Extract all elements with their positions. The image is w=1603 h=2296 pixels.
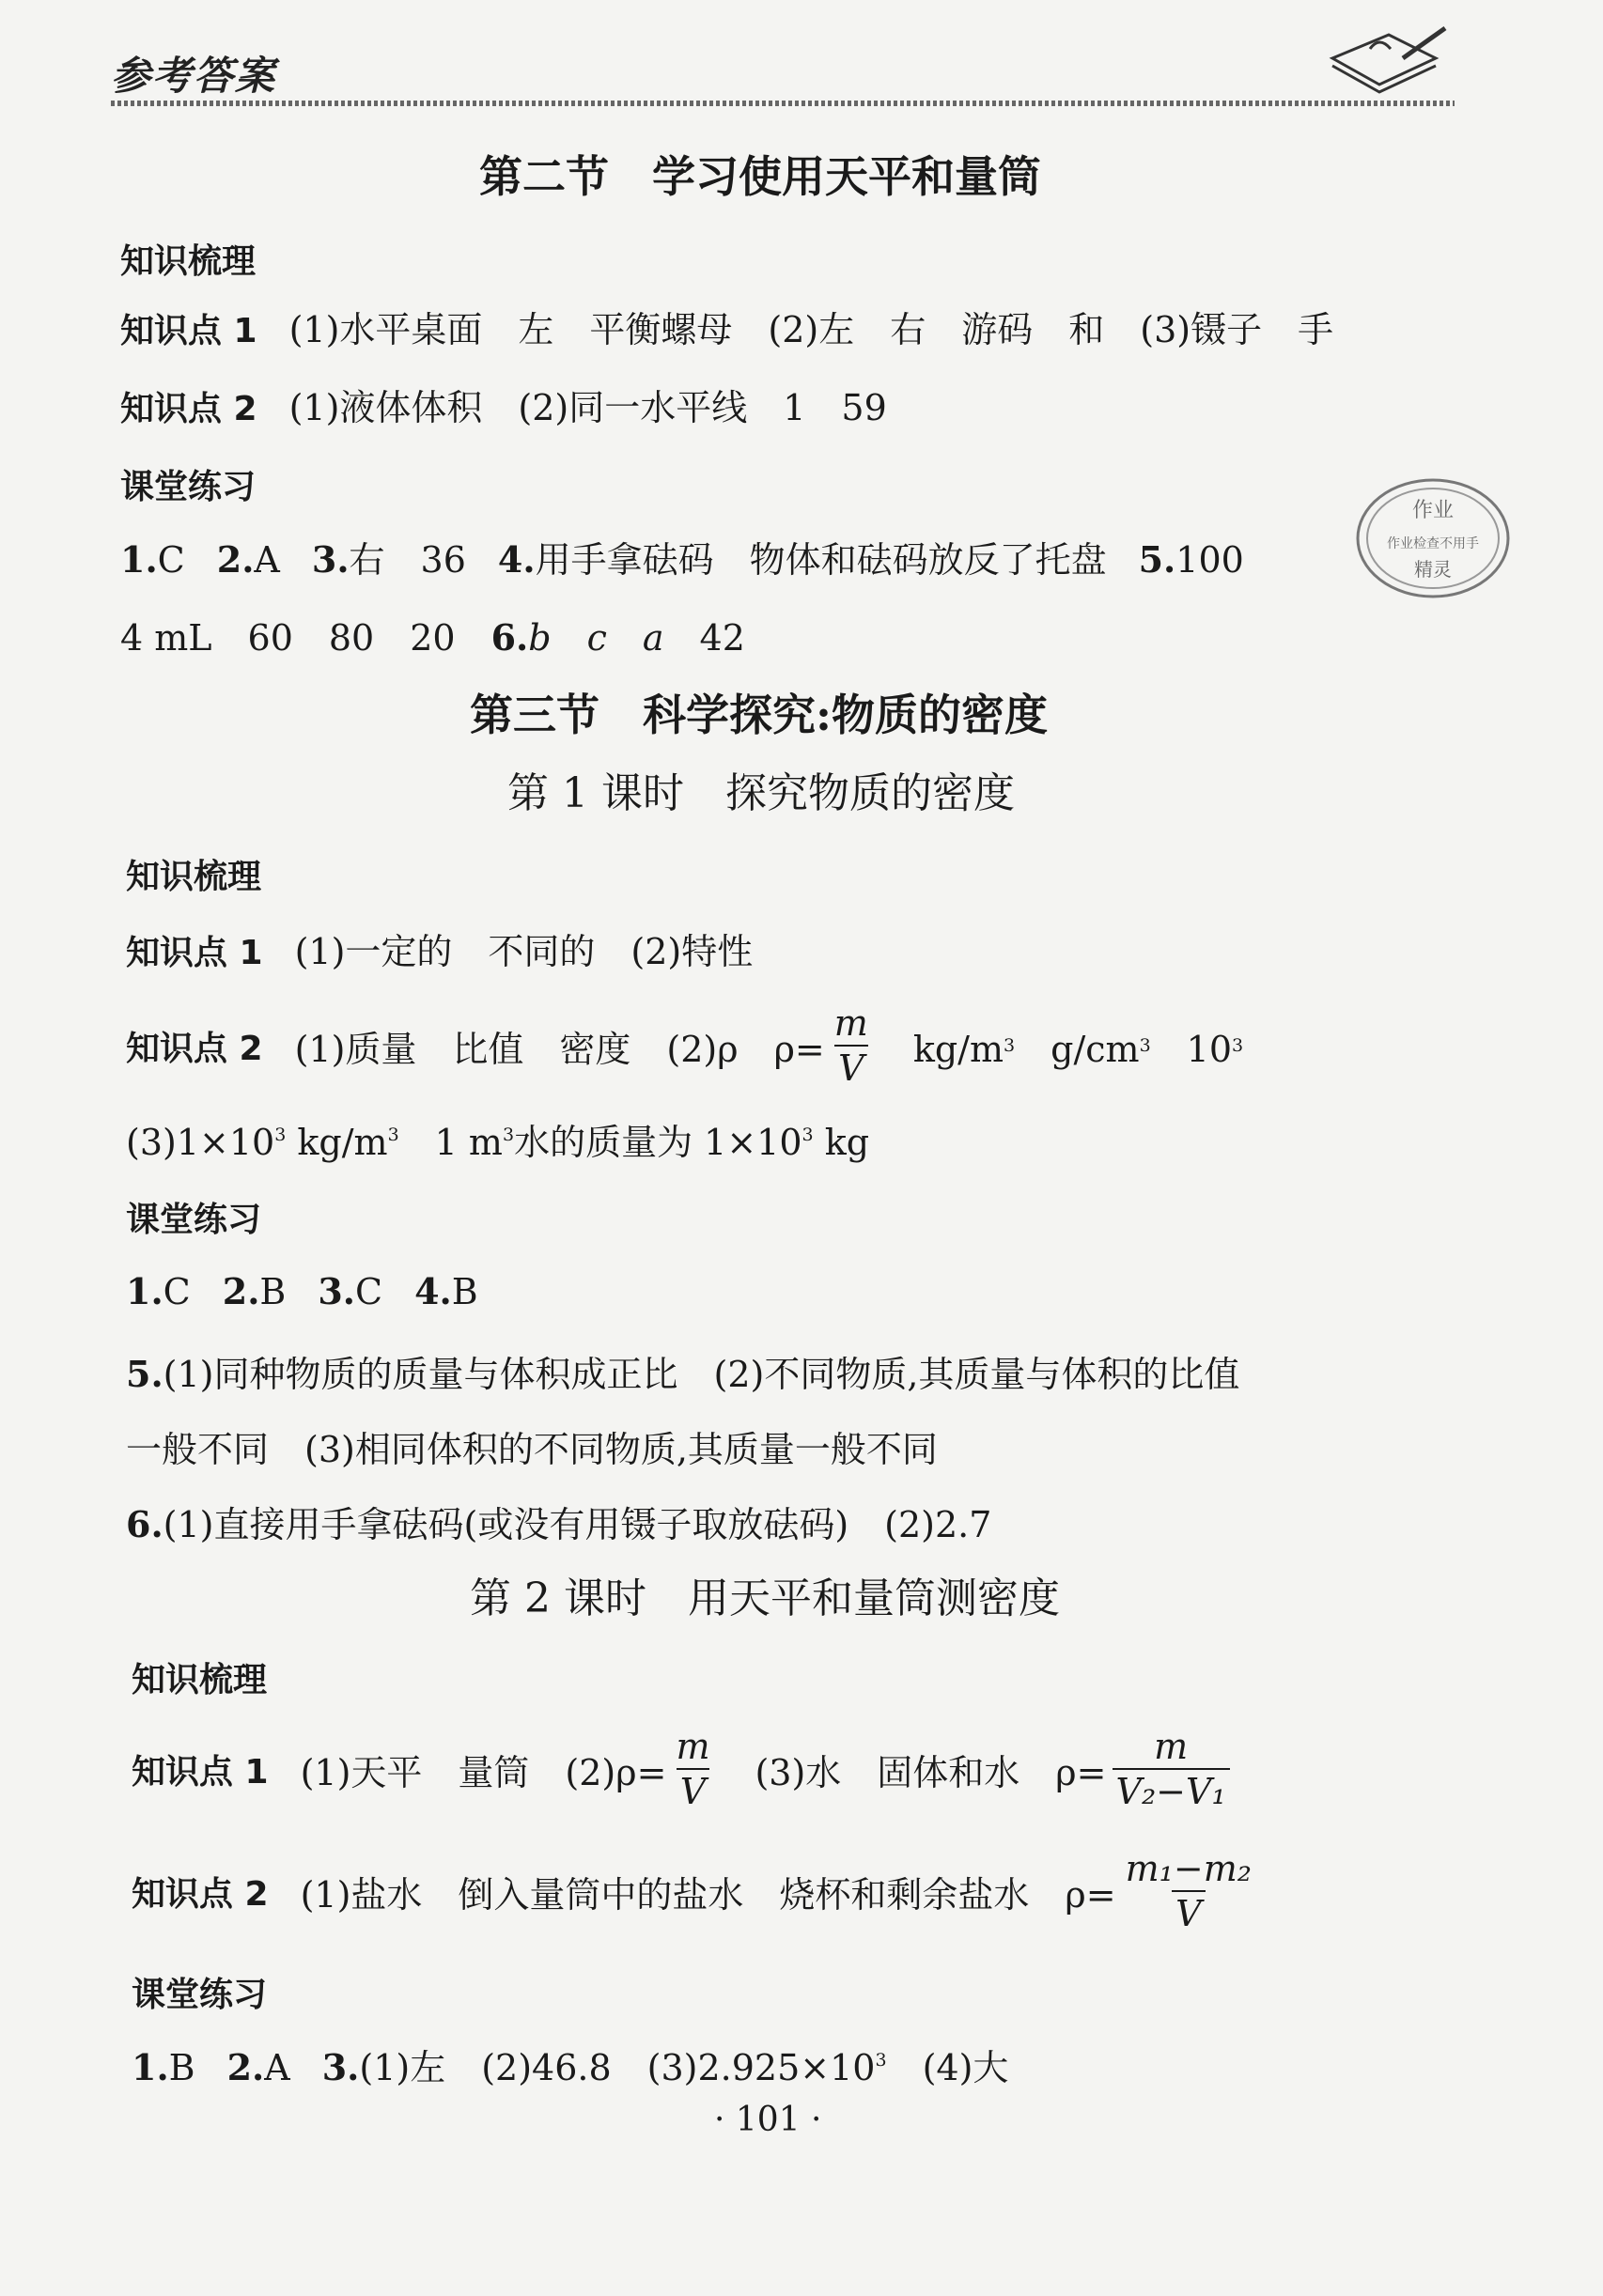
answer: b c a: [528, 617, 664, 659]
header-rule: [111, 98, 1455, 109]
answer: 42: [663, 617, 745, 659]
unit: 10: [1150, 1028, 1233, 1070]
answers-line-1: [120, 531, 1244, 582]
page-number: · 101 ·: [714, 2101, 822, 2139]
kp-text: (1)一定的 不同的 (2)特性: [294, 931, 754, 972]
kp-text: (1)液体体积 (2)同一水平线 1 59: [288, 387, 887, 428]
answers-1-4: 1.C 2.B 3.C 4.B: [126, 1270, 478, 1312]
subheading-practice: 课堂练习: [120, 467, 257, 506]
svg-text:作业检查不用手: 作业检查不用手: [1387, 536, 1479, 551]
knowledge-point-2: 知识点 2 (1)盐水 倒入量筒中的盐水 烧杯和剩余盐水 ρ= $\frac{\text{m₁−m₂}}{V}$: [132, 1851, 1261, 1931]
knowledge-point-2: 知识点 2 (1)质量 比值 密度 (2)ρ ρ= $\frac{m}{V}$ kg/m 3 g/cm 3 10 3: [126, 1002, 1244, 1089]
knowledge-point-1: [120, 301, 1333, 352]
lesson-title: 第 2 课时 用天平和量筒测密度: [470, 1575, 1060, 1622]
answers-line-2: [120, 609, 745, 660]
density-fraction: $\frac{\text{m₁−m₂}}{V}$: [1125, 1848, 1252, 1934]
unit: g/cm: [1015, 1028, 1140, 1070]
answer: A: [254, 539, 280, 581]
answers-line: 1.B 2.A 3.(1)左 (2)46.8 $(3)2.925\times 10^3$ (4)大: [132, 2046, 1009, 2088]
answer-5: 5.(1)同种物质的质量与体积成正比 (2)不同物质,其质量与体积的比值: [126, 1353, 1240, 1395]
kp-label: 知识点 1: [126, 934, 263, 972]
subheading-knowledge: 知识梳理: [120, 241, 257, 281]
density-fraction: $\frac{m}{V}$: [833, 1002, 868, 1089]
answer-6: 6.(1)直接用手拿砝码(或没有用镊子取放砝码) (2)2.7: [126, 1503, 992, 1545]
answer: 100: [1175, 539, 1244, 581]
knowledge-point-1: [126, 923, 753, 974]
section-title: 第三节 科学探究:物质的密度: [470, 690, 1048, 740]
kp-text: (1)水平桌面 左 平衡螺母 (2)左 右 游码 和 (3)镊子 手: [288, 309, 1334, 350]
q-number: 3.: [311, 538, 350, 581]
subheading-practice: 课堂练习: [132, 1975, 268, 2014]
notebook-pencil-icon: [1314, 21, 1455, 96]
header-title: 参考答案: [111, 53, 277, 99]
density-fraction: $\frac{m}{V}$: [676, 1726, 710, 1812]
svg-text:作业: 作业: [1411, 499, 1455, 522]
q-number: 2.: [216, 538, 255, 581]
knowledge-point-2: [120, 379, 887, 430]
q-number: 6.: [490, 616, 529, 659]
q-number: 5.: [1138, 538, 1176, 581]
answer: 用手拿砝码 物体和砝码放反了托盘: [535, 539, 1107, 581]
knowledge-point-1: 知识点 1 (1)天平 量筒 (2)ρ= $\frac{m}{V}$ (3)水 固体和水 ρ= $\frac{m}{\text{V₂−V₁}}$: [132, 1729, 1236, 1809]
q-number: 1.: [120, 538, 158, 581]
subheading-practice: 课堂练习: [126, 1200, 262, 1239]
answer-5-cont: 一般不同 (3)相同体积的不同物质,其质量一般不同: [126, 1429, 938, 1470]
density-fraction: $\frac{m}{\text{V₂−V₁}}$: [1113, 1729, 1230, 1809]
answer: 右 36: [349, 539, 466, 581]
q-number: 4.: [497, 538, 536, 581]
answer: C: [157, 539, 185, 581]
subheading-knowledge: 知识梳理: [132, 1660, 268, 1699]
svg-text:精灵: 精灵: [1414, 558, 1452, 581]
answer: 4 mL 60 80 20: [120, 617, 491, 659]
homework-stamp-logo: [1353, 474, 1513, 601]
section-title: 第二节 学习使用天平和量筒: [479, 151, 1041, 202]
kp-label: 知识点 1: [120, 312, 257, 350]
kp-label: 知识点 2: [126, 1029, 263, 1068]
subheading-knowledge: 知识梳理: [126, 857, 262, 896]
knowledge-point-2-cont: $(3)1\times 10^3$ $kg/m^3$ 1 $m^3$水的质量为 $1\times 10^3$ kg: [126, 1122, 870, 1163]
unit: kg/m: [877, 1028, 1004, 1070]
kp-text: (1)质量 比值 密度 (2)ρ ρ=: [294, 1028, 825, 1070]
kp-label: 知识点 2: [120, 390, 257, 428]
lesson-title: 第 1 课时 探究物质的密度: [507, 769, 1015, 817]
